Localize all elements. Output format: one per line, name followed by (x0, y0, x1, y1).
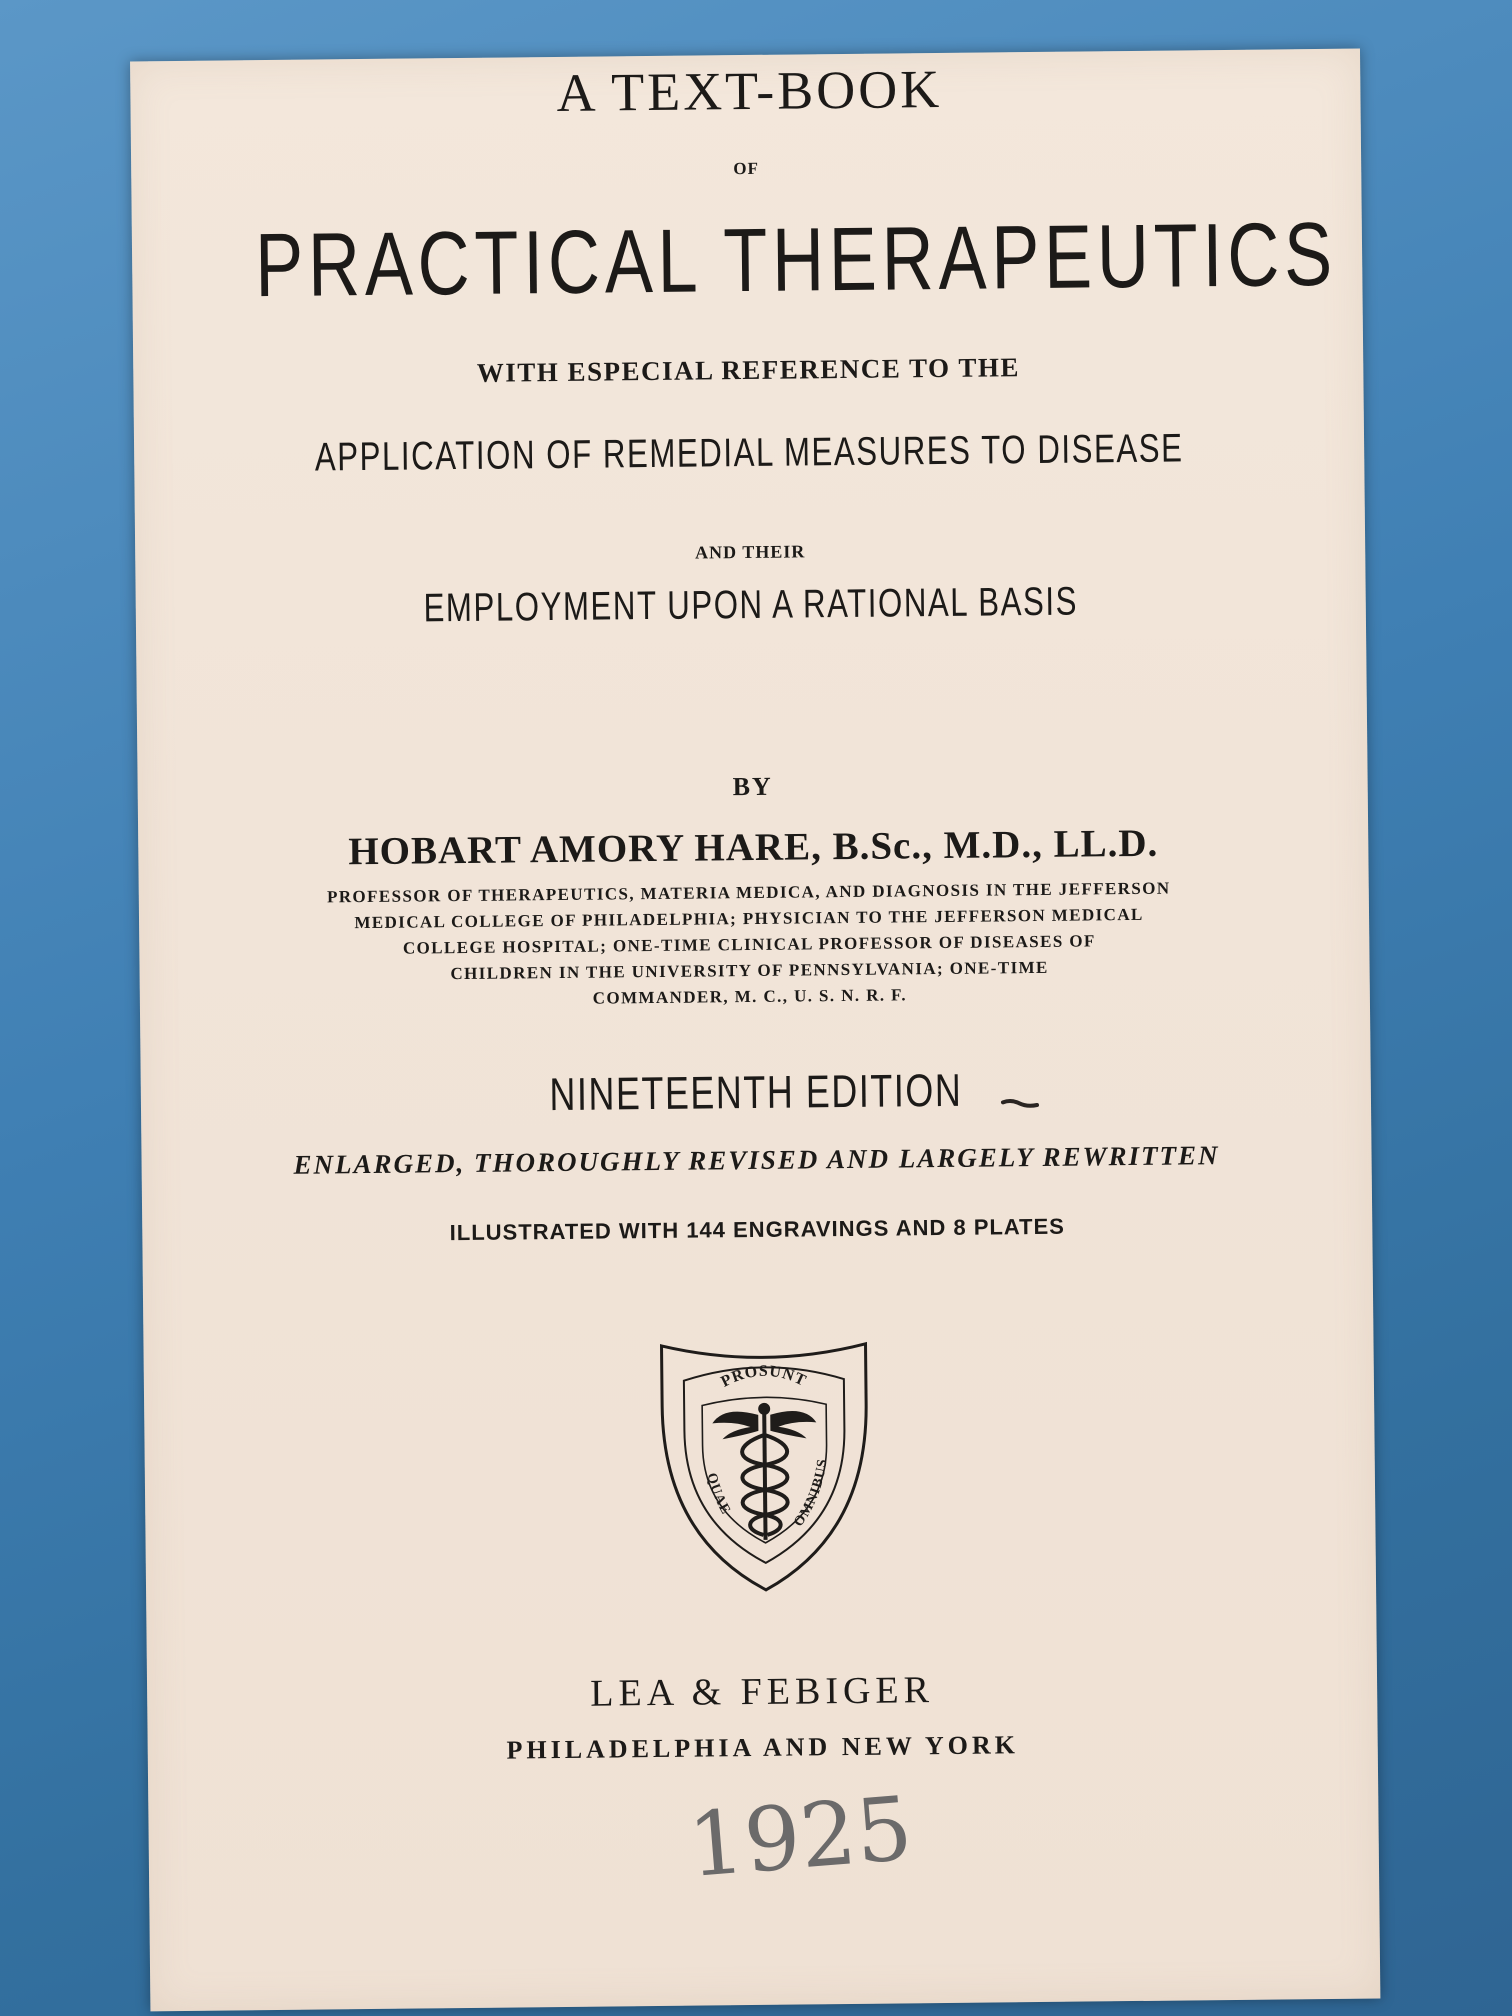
author-name: HOBART AMORY HARE, B.Sc., M.D., LL.D. (348, 821, 1159, 874)
subtitle-line-1: WITH ESPECIAL REFERENCE TO THE (476, 352, 1021, 388)
subtitle-line-3: AND THEIR (694, 541, 806, 563)
seal-motto-left: QUAE (703, 1471, 734, 1518)
seal-motto-right: OMNIBUS (791, 1457, 831, 1530)
svg-text:OMNIBUS (791, 1458, 832, 1530)
edition-label: NINETEENTH EDITION (549, 1063, 963, 1121)
publisher-city: PHILADELPHIA AND NEW YORK (506, 1730, 1020, 1765)
handwritten-year (668, 1774, 916, 1906)
credentials-line: CHILDREN IN THE UNIVERSITY OF PENNSYLVANIA; ONE-TIME (450, 957, 1049, 984)
credentials-line: COMMANDER, M. C., U. S. N. R. F. (592, 985, 908, 1008)
caduceus-shield-icon (653, 1334, 876, 1596)
illustrations-note: ILLUSTRATED WITH 144 ENGRAVINGS AND 8 PLATES (449, 1213, 1066, 1246)
edition-note: ENLARGED, THOROUGHLY REVISED AND LARGELY REWRITTEN (293, 1140, 1220, 1180)
publisher-name: LEA & FEBIGER (590, 1669, 935, 1715)
title-line-textbook: A TEXT-BOOK (556, 58, 943, 123)
subtitle-line-4: EMPLOYMENT UPON A RATIONAL BASIS (423, 579, 1079, 631)
seal-motto-top: PROSUNT (718, 1362, 810, 1391)
credentials-line: PROFESSOR OF THERAPEUTICS, MATERIA MEDICA, AND DIAGNOSIS IN THE JEFFERSON (326, 878, 1171, 907)
title-page (130, 49, 1380, 2012)
title-line-of: OF (733, 158, 760, 179)
svg-text:PROSUNT (718, 1362, 809, 1390)
ink-speck (1001, 1097, 1039, 1109)
svg-text:QUAE (703, 1471, 733, 1517)
author-credentials (249, 875, 1250, 1015)
subtitle-line-2: APPLICATION OF REMEDIAL MEASURES TO DISEASE (314, 426, 1184, 480)
book-title: PRACTICAL THERAPEUTICS (254, 204, 1338, 317)
credentials-line: COLLEGE HOSPITAL; ONE-TIME CLINICAL PROFESSOR OF DISEASES OF (402, 931, 1096, 958)
credentials-line: MEDICAL COLLEGE OF PHILADELPHIA; PHYSICIAN TO THE JEFFERSON MEDICAL (354, 904, 1144, 933)
svg-text:1925: 1925 (684, 1776, 916, 1898)
by-line: BY (732, 771, 773, 802)
